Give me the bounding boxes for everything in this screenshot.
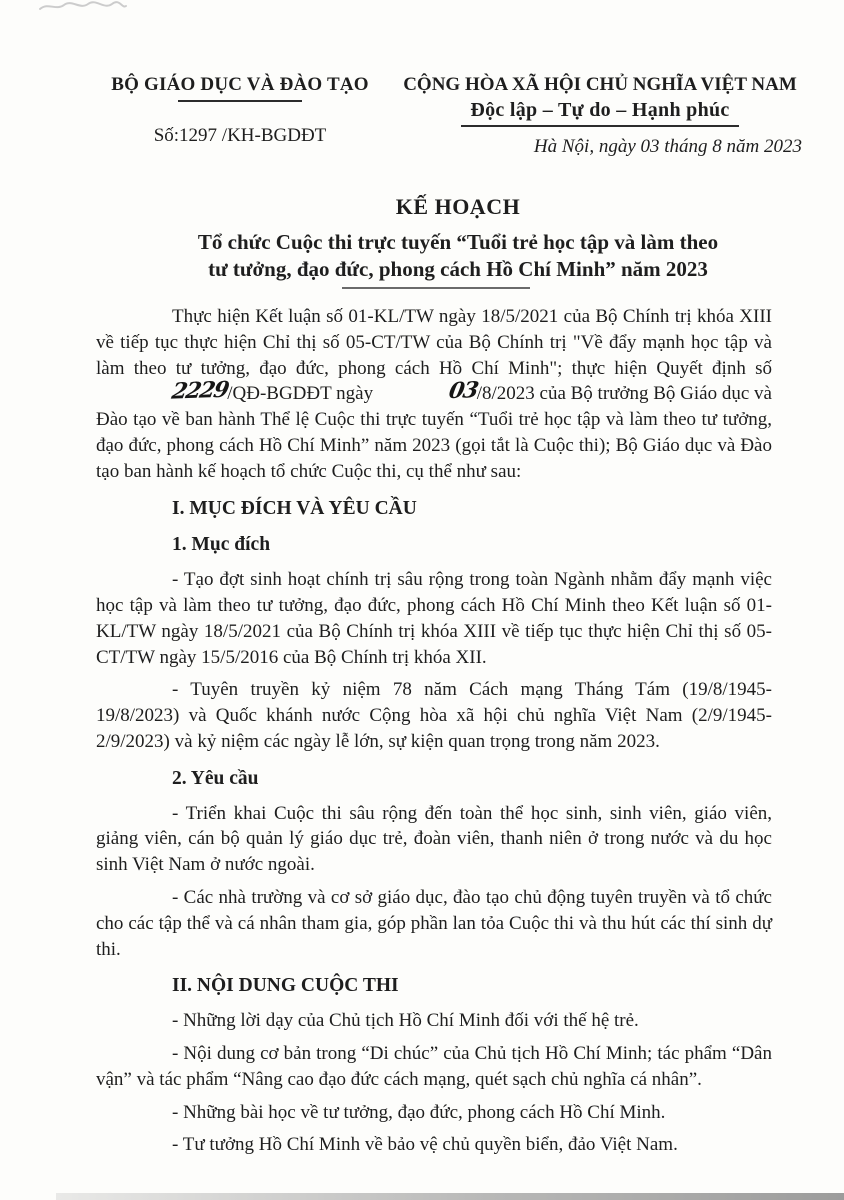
republic-title: CỘNG HÒA XÃ HỘI CHỦ NGHĨA VIỆT NAM <box>403 74 797 95</box>
issuing-org-name: BỘ GIÁO DỤC VÀ ĐÀO TẠO <box>111 74 369 95</box>
pencil-scribble-icon <box>36 0 128 16</box>
content-item: - Tư tưởng Hồ Chí Minh về bảo vệ chủ quyền biển, đảo Việt Nam. <box>172 1134 678 1156</box>
place-date-line: Hà Nội, ngày 03 tháng 8 năm 2023 <box>533 136 802 157</box>
document-body <box>96 304 772 1165</box>
document-number: Số:1297 /KH-BGDĐT <box>153 125 327 146</box>
content-item: - Những lời dạy của Chủ tịch Hồ Chí Minh đối với thế hệ trẻ. <box>172 1010 639 1032</box>
handwritten-decision-number: 2229 <box>169 377 230 406</box>
purpose-heading: 1. Mục đích <box>172 534 271 556</box>
handwritten-day: 03 <box>446 377 480 405</box>
opening-paragraph <box>96 304 772 485</box>
subtitle-line-1: Tổ chức Cuộc thi trực tuyến “Tuổi trẻ học tập và làm theo <box>197 230 719 254</box>
requirement-item: - Triển khai Cuộc thi sâu rộng đến toàn thể học sinh, sinh viên, giáo viên, giảng viên, cán bộ quản lý giáo dục trẻ, đoàn viên, thanh niên ở trong nước và du học sinh Việt Nam ở nước ngoài. <box>96 802 772 876</box>
opening-text-mid: /QĐ-BGDĐT ngày <box>227 383 374 405</box>
org-underline <box>178 100 302 102</box>
section-2-heading: II. NỘI DUNG CUỘC THI <box>172 975 399 997</box>
requirement-item: - Các nhà trường và cơ sở giáo dục, đào tạo chủ động tuyên truyền và tổ chức cho các tập thể và cá nhân tham gia, góp phần lan tỏa Cuộc thi và thu hút các thí sinh dự thi. <box>96 886 772 960</box>
scan-edge-artifact <box>56 1193 844 1200</box>
content-item: - Những bài học về tư tưởng, đạo đức, phong cách Hồ Chí Minh. <box>172 1101 666 1123</box>
national-header-block <box>396 74 804 158</box>
content-item: - Nội dung cơ bản trong “Di chúc” của Chủ tịch Hồ Chí Minh; tác phẩm “Dân vận” và tác phẩm “Nâng cao đạo đức cách mạng, quét sạch chủ nghĩa cá nhân”. <box>96 1042 772 1090</box>
issuing-org-block <box>110 74 370 147</box>
national-motto: Độc lập – Tự do – Hạnh phúc <box>470 99 730 121</box>
document-subtitle <box>96 229 820 283</box>
subtitle-line-2: tư tưởng, đạo đức, phong cách Hồ Chí Minh” năm 2023 <box>208 257 708 281</box>
section-1-heading: I. MỤC ĐÍCH VÀ YÊU CẦU <box>172 497 417 519</box>
title-block <box>96 194 820 289</box>
opening-text-pre: Thực hiện Kết luận số 01-KL/TW ngày 18/5/2021 của Bộ Chính trị khóa XIII về tiếp tục thực hiện Chỉ thị số 05-CT/TW của Bộ Chính trị "Về đẩy mạnh học tập và làm theo tư tưởng, đạo đức, phong cách Hồ Chí Minh"; thực hiện Quyết định số <box>96 306 772 379</box>
purpose-item: - Tuyên truyền kỷ niệm 78 năm Cách mạng Tháng Tám (19/8/1945-19/8/2023) và Quốc khánh nước Cộng hòa xã hội chủ nghĩa Việt Nam (2/9/1945-2/9/2023) và kỷ niệm các ngày lễ lớn, sự kiện quan trọng trong năm 2023. <box>96 679 772 752</box>
opening-text-post: /8/2023 của Bộ trưởng Bộ Giáo dục và Đào tạo về ban hành Thể lệ Cuộc thi trực tuyến “Tuổi trẻ học tập và làm theo tư tưởng, đạo đức, phong cách Hồ Chí Minh” năm 2023 (gọi tắt là Cuộc thi); Bộ Giáo dục và Đào tạo ban hành kế hoạch tổ chức Cuộc thi, cụ thể như sau: <box>96 383 772 482</box>
motto-underline <box>461 125 739 127</box>
purpose-item: - Tạo đợt sinh hoạt chính trị sâu rộng trong toàn Ngành nhằm đẩy mạnh việc học tập và làm theo tư tưởng, đạo đức, phong cách Hồ Chí Minh theo Kết luận số 01-KL/TW ngày 18/5/2021 của Bộ Chính trị khóa XIII về tiếp tục thực hiện Chỉ thị số 05-CT/TW ngày 15/5/2016 của Bộ Chính trị khóa XII. <box>96 569 772 668</box>
title-underline <box>342 287 530 289</box>
document-title: KẾ HOẠCH <box>395 194 521 219</box>
requirement-heading: 2. Yêu cầu <box>172 767 259 789</box>
